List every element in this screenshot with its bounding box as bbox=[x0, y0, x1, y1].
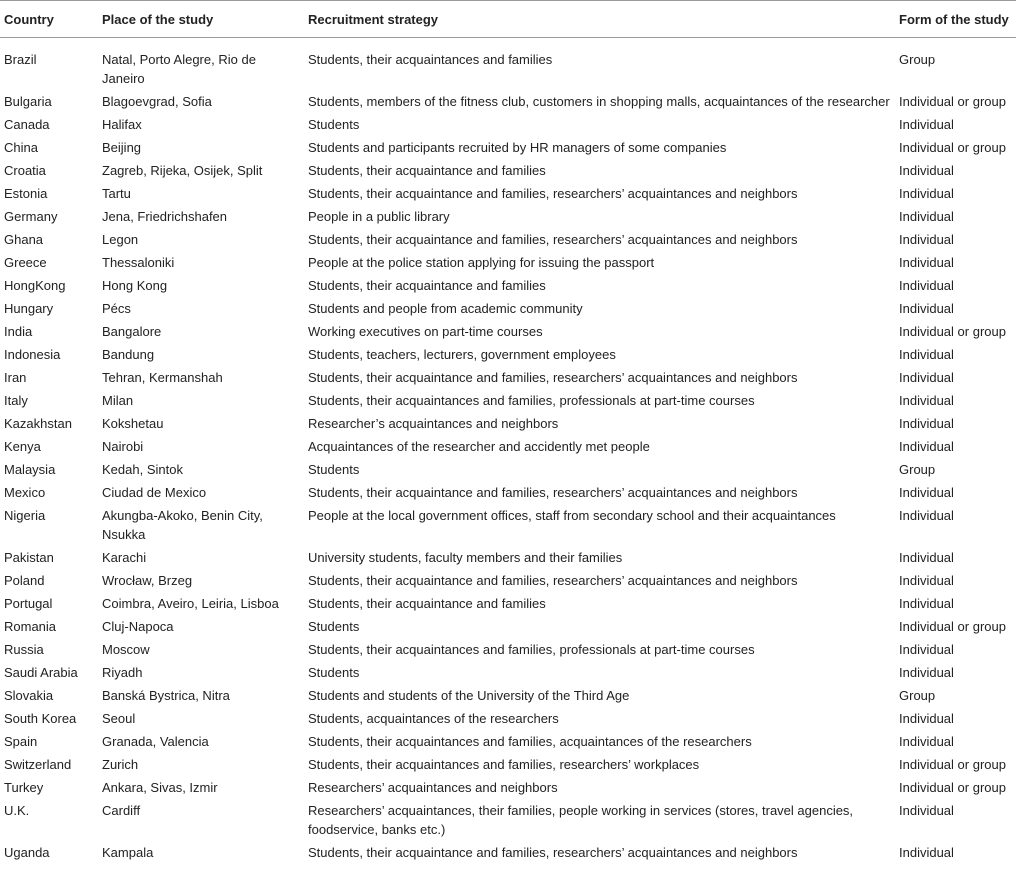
table-row bbox=[0, 799, 1016, 841]
cell-place: Cardiff bbox=[102, 803, 141, 818]
cell-strategy: People at the police station applying for issuing the passport bbox=[308, 255, 655, 270]
cell-strategy: Students, their acquaintance and families bbox=[308, 163, 546, 178]
table-row bbox=[0, 274, 1016, 297]
cell-form: Individual bbox=[899, 347, 954, 362]
cell-place: Tehran, Kermanshah bbox=[102, 370, 223, 385]
table-row bbox=[0, 343, 1016, 366]
cell-country: Bulgaria bbox=[4, 94, 52, 109]
table-row bbox=[0, 504, 1016, 546]
cell-strategy: Students and participants recruited by HR managers of some companies bbox=[308, 140, 727, 155]
table-row bbox=[0, 228, 1016, 251]
table-row bbox=[0, 458, 1016, 481]
cell-place: Kedah, Sintok bbox=[102, 462, 183, 477]
cell-country: Poland bbox=[4, 573, 45, 588]
table-row bbox=[0, 159, 1016, 182]
cell-country: HongKong bbox=[4, 278, 66, 293]
cell-place: Beijing bbox=[102, 140, 142, 155]
table-row bbox=[0, 113, 1016, 136]
cell-country: Turkey bbox=[4, 780, 44, 795]
table-row bbox=[0, 707, 1016, 730]
cell-country: Russia bbox=[4, 642, 44, 657]
cell-form: Individual bbox=[899, 550, 954, 565]
cell-strategy: Students, their acquaintance and families bbox=[308, 596, 546, 611]
cell-place: Granada, Valencia bbox=[102, 734, 209, 749]
cell-place: Natal, Porto Alegre, Rio de Janeiro bbox=[102, 52, 256, 86]
cell-form: Group bbox=[899, 688, 936, 703]
cell-country: Nigeria bbox=[4, 508, 46, 523]
header-strategy: Recruitment strategy bbox=[304, 1, 895, 38]
cell-place: Legon bbox=[102, 232, 139, 247]
cell-strategy: Students and people from academic community bbox=[308, 301, 583, 316]
table-row bbox=[0, 638, 1016, 661]
table-body bbox=[0, 38, 1016, 865]
cell-strategy: People at the local government offices, staff from secondary school and their acquaintances bbox=[308, 508, 836, 523]
table-row bbox=[0, 481, 1016, 504]
cell-strategy: Students bbox=[308, 619, 360, 634]
cell-country: Pakistan bbox=[4, 550, 54, 565]
cell-country: Slovakia bbox=[4, 688, 54, 703]
cell-country: Germany bbox=[4, 209, 58, 224]
cell-country: Spain bbox=[4, 734, 38, 749]
cell-country: Greece bbox=[4, 255, 47, 270]
header-row bbox=[0, 1, 1016, 38]
cell-form: Individual bbox=[899, 186, 954, 201]
cell-country: Kenya bbox=[4, 439, 41, 454]
cell-country: Portugal bbox=[4, 596, 53, 611]
cell-place: Ciudad de Mexico bbox=[102, 485, 207, 500]
header-place: Place of the study bbox=[98, 1, 304, 38]
table-row bbox=[0, 251, 1016, 274]
cell-strategy: Students, their acquaintance and families bbox=[308, 278, 546, 293]
cell-form: Individual or group bbox=[899, 94, 1006, 109]
cell-strategy: Acquaintances of the researcher and accidently met people bbox=[308, 439, 650, 454]
cell-country: China bbox=[4, 140, 38, 155]
table-row bbox=[0, 841, 1016, 864]
cell-form: Group bbox=[899, 52, 936, 67]
table-row bbox=[0, 569, 1016, 592]
cell-strategy: Students, members of the fitness club, customers in shopping malls, acquaintances of the researcher bbox=[308, 94, 890, 109]
cell-place: Kokshetau bbox=[102, 416, 164, 431]
cell-form: Individual bbox=[899, 416, 954, 431]
cell-strategy: Students, their acquaintance and families, researchers’ acquaintances and neighbors bbox=[308, 370, 798, 385]
cell-place: Halifax bbox=[102, 117, 142, 132]
cell-country: U.K. bbox=[4, 803, 30, 818]
table-row bbox=[0, 205, 1016, 228]
cell-strategy: Students, their acquaintances and families, professionals at part-time courses bbox=[308, 642, 755, 657]
table-row bbox=[0, 320, 1016, 343]
cell-place: Coimbra, Aveiro, Leiria, Lisboa bbox=[102, 596, 279, 611]
cell-strategy: Students, their acquaintances and families bbox=[308, 52, 553, 67]
cell-country: Malaysia bbox=[4, 462, 56, 477]
cell-form: Individual bbox=[899, 711, 954, 726]
table-row bbox=[0, 435, 1016, 458]
cell-place: Kampala bbox=[102, 845, 154, 860]
cell-strategy: People in a public library bbox=[308, 209, 450, 224]
cell-form: Individual bbox=[899, 508, 954, 523]
cell-form: Individual bbox=[899, 642, 954, 657]
cell-strategy: Students, their acquaintance and families, researchers’ acquaintances and neighbors bbox=[308, 485, 798, 500]
cell-form: Individual or group bbox=[899, 619, 1006, 634]
cell-place: Jena, Friedrichshafen bbox=[102, 209, 228, 224]
table-row bbox=[0, 730, 1016, 753]
cell-form: Individual bbox=[899, 370, 954, 385]
cell-form: Individual bbox=[899, 301, 954, 316]
cell-form: Individual bbox=[899, 665, 954, 680]
cell-form: Individual bbox=[899, 845, 954, 860]
table-row bbox=[0, 412, 1016, 435]
cell-form: Individual or group bbox=[899, 757, 1006, 772]
cell-country: Estonia bbox=[4, 186, 48, 201]
cell-country: Italy bbox=[4, 393, 28, 408]
cell-country: Canada bbox=[4, 117, 50, 132]
table-row bbox=[0, 546, 1016, 569]
cell-place: Seoul bbox=[102, 711, 136, 726]
table-row bbox=[0, 776, 1016, 799]
cell-country: South Korea bbox=[4, 711, 77, 726]
table-row bbox=[0, 661, 1016, 684]
cell-form: Individual bbox=[899, 596, 954, 611]
cell-strategy: Working executives on part-time courses bbox=[308, 324, 543, 339]
cell-form: Individual or group bbox=[899, 780, 1006, 795]
cell-strategy: Students, their acquaintances and families, professionals at part-time courses bbox=[308, 393, 755, 408]
cell-country: Mexico bbox=[4, 485, 46, 500]
cell-strategy: Students, their acquaintance and families, researchers’ acquaintances and neighbors bbox=[308, 845, 798, 860]
cell-strategy: Students and students of the University of the Third Age bbox=[308, 688, 630, 703]
cell-place: Akungba-Akoko, Benin City, Nsukka bbox=[102, 508, 263, 542]
cell-form: Individual bbox=[899, 734, 954, 749]
cell-strategy: Students bbox=[308, 462, 360, 477]
cell-place: Bandung bbox=[102, 347, 155, 362]
cell-place: Thessaloniki bbox=[102, 255, 175, 270]
cell-strategy: Students, their acquaintances and families, acquaintances of the researchers bbox=[308, 734, 752, 749]
cell-form: Individual bbox=[899, 232, 954, 247]
cell-place: Karachi bbox=[102, 550, 147, 565]
table-row bbox=[0, 90, 1016, 113]
cell-country: Romania bbox=[4, 619, 57, 634]
cell-place: Pécs bbox=[102, 301, 131, 316]
cell-form: Individual bbox=[899, 117, 954, 132]
cell-form: Individual bbox=[899, 485, 954, 500]
cell-country: Saudi Arabia bbox=[4, 665, 78, 680]
cell-strategy: University students, faculty members and their families bbox=[308, 550, 623, 565]
cell-place: Milan bbox=[102, 393, 134, 408]
cell-place: Blagoevgrad, Sofia bbox=[102, 94, 212, 109]
cell-country: Hungary bbox=[4, 301, 54, 316]
cell-place: Nairobi bbox=[102, 439, 144, 454]
cell-form: Individual bbox=[899, 439, 954, 454]
cell-form: Individual or group bbox=[899, 140, 1006, 155]
cell-place: Wrocław, Brzeg bbox=[102, 573, 193, 588]
cell-strategy: Students bbox=[308, 665, 360, 680]
cell-form: Individual bbox=[899, 393, 954, 408]
cell-form: Individual bbox=[899, 163, 954, 178]
header-country: Country bbox=[0, 1, 98, 38]
table-row bbox=[0, 182, 1016, 205]
header-form: Form of the study bbox=[895, 1, 1016, 38]
cell-strategy: Students, their acquaintance and families, researchers’ acquaintances and neighbors bbox=[308, 186, 798, 201]
cell-country: Brazil bbox=[4, 52, 37, 67]
cell-form: Individual bbox=[899, 209, 954, 224]
cell-strategy: Researchers’ acquaintances and neighbors bbox=[308, 780, 558, 795]
cell-strategy: Students, teachers, lecturers, government employees bbox=[308, 347, 616, 362]
cell-form: Group bbox=[899, 462, 936, 477]
cell-country: Indonesia bbox=[4, 347, 61, 362]
cell-place: Zagreb, Rijeka, Osijek, Split bbox=[102, 163, 263, 178]
table-row bbox=[0, 38, 1016, 91]
cell-form: Individual bbox=[899, 573, 954, 588]
cell-place: Moscow bbox=[102, 642, 150, 657]
table-header bbox=[0, 1, 1016, 38]
cell-country: Switzerland bbox=[4, 757, 72, 772]
cell-strategy: Researcher’s acquaintances and neighbors bbox=[308, 416, 559, 431]
cell-country: Croatia bbox=[4, 163, 46, 178]
cell-country: Uganda bbox=[4, 845, 50, 860]
cell-place: Cluj-Napoca bbox=[102, 619, 174, 634]
cell-strategy: Students, acquaintances of the researchers bbox=[308, 711, 559, 726]
cell-strategy: Students, their acquaintance and families, researchers’ acquaintances and neighbors bbox=[308, 573, 798, 588]
table-row bbox=[0, 366, 1016, 389]
table-row bbox=[0, 592, 1016, 615]
cell-strategy: Students bbox=[308, 117, 360, 132]
cell-form: Individual bbox=[899, 803, 954, 818]
cell-country: Iran bbox=[4, 370, 27, 385]
cell-form: Individual or group bbox=[899, 324, 1006, 339]
cell-country: Kazakhstan bbox=[4, 416, 72, 431]
table-row bbox=[0, 684, 1016, 707]
table-row bbox=[0, 753, 1016, 776]
cell-place: Zurich bbox=[102, 757, 139, 772]
table-row bbox=[0, 389, 1016, 412]
cell-place: Banská Bystrica, Nitra bbox=[102, 688, 230, 703]
cell-country: Ghana bbox=[4, 232, 44, 247]
table-row bbox=[0, 136, 1016, 159]
cell-form: Individual bbox=[899, 278, 954, 293]
cell-form: Individual bbox=[899, 255, 954, 270]
cell-country: India bbox=[4, 324, 33, 339]
cell-strategy: Students, their acquaintances and families, researchers’ workplaces bbox=[308, 757, 700, 772]
cell-place: Ankara, Sivas, Izmir bbox=[102, 780, 218, 795]
table-row bbox=[0, 615, 1016, 638]
table-row bbox=[0, 297, 1016, 320]
cell-place: Bangalore bbox=[102, 324, 162, 339]
cell-place: Hong Kong bbox=[102, 278, 168, 293]
cell-strategy: Students, their acquaintance and families, researchers’ acquaintances and neighbors bbox=[308, 232, 798, 247]
cell-strategy: Researchers’ acquaintances, their families, people working in services (stores, travel agencies, foodservice, banks etc.) bbox=[308, 803, 854, 837]
cell-place: Tartu bbox=[102, 186, 131, 201]
cell-place: Riyadh bbox=[102, 665, 143, 680]
